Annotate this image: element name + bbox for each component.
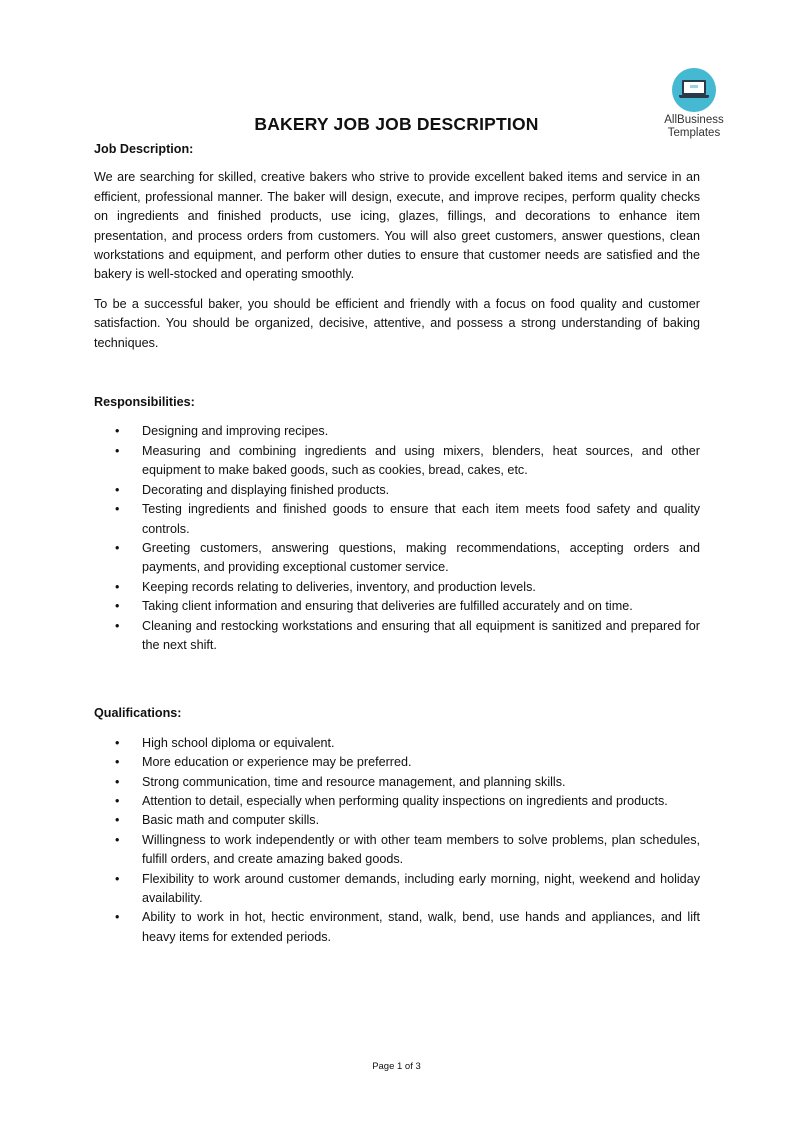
document-body — [94, 140, 700, 947]
bullet: • — [115, 502, 120, 517]
responsibilities-section — [94, 393, 700, 655]
bullet: • — [115, 910, 120, 925]
bullet: • — [115, 755, 120, 770]
list-item-text: Strong communication, time and resource management, and planning skills. — [142, 774, 566, 789]
list-item — [94, 870, 700, 909]
list-item-text: Basic math and computer skills. — [142, 813, 320, 828]
list-item — [94, 442, 700, 481]
list-item-text: Greeting customers, answering questions, making recommendations, accepting orders and payments, and providing exceptional customer service. — [142, 540, 700, 575]
list-item-text: High school diploma or equivalent. — [142, 735, 335, 750]
list-item-text: Ability to work in hot, hectic environment, stand, walk, bend, use hands and appliances, and lift heavy items for extended periods. — [142, 910, 700, 944]
list-item — [94, 422, 700, 441]
responsibilities-heading: Responsibilities: — [94, 395, 195, 410]
bullet: • — [115, 599, 120, 614]
list-item — [94, 481, 700, 500]
bullet: • — [115, 793, 120, 808]
list-item — [94, 831, 700, 870]
qualifications-list — [94, 734, 700, 947]
list-item-text: Keeping records relating to deliveries, inventory, and production levels. — [142, 579, 536, 594]
list-item — [94, 773, 700, 792]
bullet: • — [115, 774, 120, 789]
job-description-paragraph-1: We are searching for skilled, creative bakers who strive to provide excellent baked items and service in an efficient, professional manner. The baker will design, execute, and improve recipes, perform quality checks on ingredients and finished products, use icing, glazes, fillings, and decorations to enhance item presentation, and process orders from customers. You will also greet customers, answer questions, clean workstations and equipment, and perform other duties to ensure that customer needs are satisfied and the bakery is well-stocked and operating smoothly. — [94, 170, 700, 282]
logo-line-2: Templates — [667, 127, 721, 139]
bullet: • — [115, 618, 120, 633]
list-item — [94, 734, 700, 753]
logo-line-1: AllBusiness — [664, 114, 724, 126]
job-description-section — [94, 140, 700, 353]
list-item — [94, 811, 700, 830]
list-item — [94, 500, 700, 539]
list-item-text: Attention to detail, especially when performing quality inspections on ingredients and products. — [142, 793, 668, 808]
list-item — [94, 753, 700, 772]
bullet: • — [115, 424, 120, 439]
bullet: • — [115, 540, 120, 555]
bullet: • — [115, 832, 120, 847]
list-item — [94, 792, 700, 811]
list-item — [94, 539, 700, 578]
list-item — [94, 597, 700, 616]
bullet: • — [115, 813, 120, 828]
bullet: • — [115, 735, 120, 750]
list-item — [94, 578, 700, 597]
list-item-text: Willingness to work independently or with other team members to solve problems, plan schedules, fulfill orders, and create amazing baked goods. — [142, 832, 700, 867]
list-item-text: Designing and improving recipes. — [142, 424, 329, 439]
list-item-text: Cleaning and restocking workstations and ensuring that all equipment is sanitized and prepared for the next shift. — [142, 618, 700, 652]
qualifications-section — [94, 704, 700, 947]
bullet: • — [115, 443, 120, 458]
page-number: Page 1 of 3 — [372, 1061, 421, 1072]
list-item-text: Testing ingredients and finished goods to ensure that each item meets food safety and quality controls. — [142, 502, 700, 536]
qualifications-heading: Qualifications: — [94, 706, 182, 721]
bullet: • — [115, 482, 120, 497]
list-item-text: Measuring and combining ingredients and using mixers, blenders, heat sources, and other equipment to make baked goods, such as cookies, bread, cakes, etc. — [142, 443, 700, 478]
responsibilities-list — [94, 422, 700, 655]
bullet: • — [115, 579, 120, 594]
list-item-text: Taking client information and ensuring that deliveries are fulfilled accurately and on time. — [142, 599, 633, 614]
list-item-text: Decorating and displaying finished products. — [142, 482, 390, 497]
bullet: • — [115, 871, 120, 886]
laptop-icon — [672, 68, 716, 112]
job-description-heading: Job Description: — [94, 142, 194, 156]
list-item-text: Flexibility to work around customer demands, including early morning, night, weekend and holiday availability. — [142, 871, 700, 905]
list-item-text: More education or experience may be preferred. — [142, 755, 412, 770]
list-item — [94, 908, 700, 947]
job-description-paragraph-2: To be a successful baker, you should be efficient and friendly with a focus on food quality and customer satisfaction. You should be organized, decisive, attentive, and possess a strong understanding of baking techniques. — [94, 296, 700, 350]
list-item — [94, 617, 700, 656]
document-title: BAKERY JOB JOB DESCRIPTION — [254, 114, 539, 134]
